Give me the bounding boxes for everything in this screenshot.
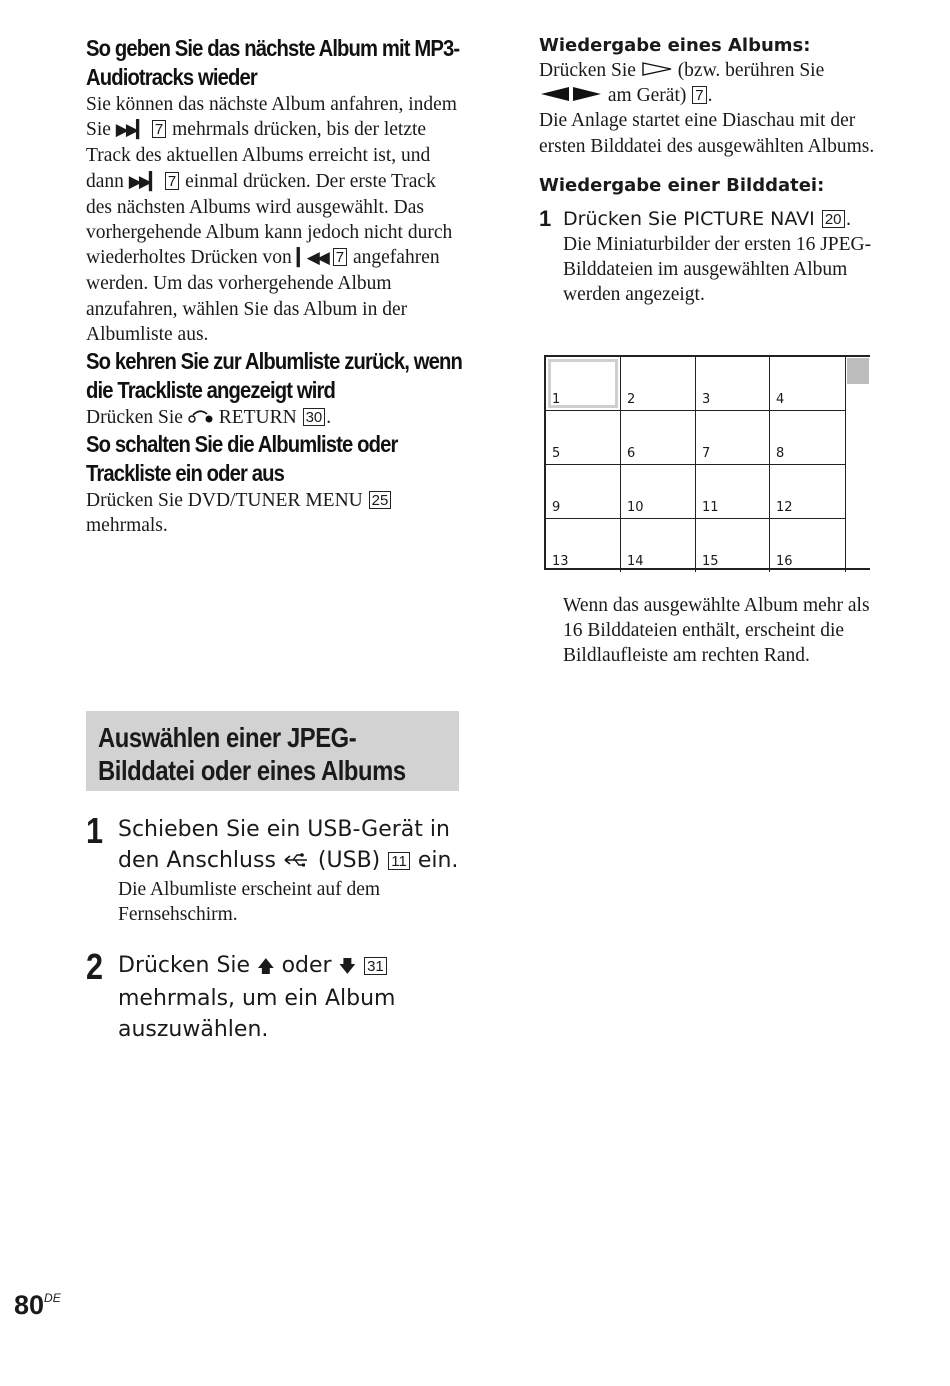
step-result: Die Albumliste erscheint auf dem Fernsehschirm.: [118, 879, 381, 926]
thumbnail-cell[interactable]: [621, 357, 696, 411]
note-text: Wenn das ausgewählte Album mehr als 16 Bilddateien enthält, erscheint die Bildlaufleiste am rechten Rand.: [563, 595, 870, 667]
scrollbar-thumb: [847, 358, 869, 384]
thumbnail-cell[interactable]: [546, 519, 621, 572]
thumbnail-number: 3: [702, 392, 711, 407]
thumbnail-number: 1: [552, 392, 561, 407]
usb-icon: [283, 852, 311, 868]
arrow-up-icon: 🡅: [257, 957, 275, 977]
arrow-down-icon: 🡇: [338, 957, 357, 977]
return-icon: [188, 408, 214, 424]
ref-number: 7: [333, 248, 347, 266]
next-track-icon: ▶▶▎: [115, 120, 147, 141]
thumbnail-grid: [544, 355, 870, 570]
thumbnail-cell[interactable]: [696, 519, 770, 572]
thumbnail-number: 4: [776, 392, 785, 407]
step-number: 1: [86, 810, 104, 851]
step-2: [86, 946, 466, 1045]
page-number: 80DE: [14, 1290, 61, 1320]
thumbnail-number: 5: [552, 446, 561, 461]
step-instruction: Schieben Sie ein USB-Gerät in den Anschluss (USB) 11 ein.: [118, 817, 459, 873]
section-banner: [86, 711, 459, 791]
section-heading-return: So kehren Sie zur Albumliste zurück, wenn die Trackliste angezeigt wird: [86, 348, 462, 404]
thumbnail-number: 8: [776, 446, 785, 461]
ref-number: 7: [165, 172, 179, 190]
banner-title: Auswählen einer JPEG-Bilddatei oder eines Albums: [98, 722, 406, 786]
ref-number: 31: [364, 957, 387, 975]
thumbnail-number: 6: [627, 446, 636, 461]
thumbnail-number: 2: [627, 392, 636, 407]
thumbnail-cell[interactable]: [770, 411, 846, 465]
thumbnail-number: 14: [627, 554, 644, 569]
thumbnail-cell[interactable]: [546, 357, 621, 411]
scrollbar: [846, 357, 870, 568]
step-number: 1: [539, 205, 552, 231]
heading-play-image: Wiedergabe einer Bilddatei:: [539, 174, 825, 196]
thumbnail-number: 12: [776, 500, 793, 515]
thumbnail-cell[interactable]: [621, 465, 696, 519]
thumbnail-cell[interactable]: [696, 411, 770, 465]
step-1: [86, 810, 466, 927]
image-step-1: [539, 206, 884, 308]
section-text-return: Drücken Sie RETURN 30 .: [86, 407, 332, 429]
thumbnail-number: 10: [627, 500, 644, 515]
thumbnail-cell[interactable]: [696, 357, 770, 411]
thumbnail-number: 11: [702, 500, 719, 515]
ref-number: 11: [388, 852, 410, 870]
left-column: [86, 34, 462, 539]
thumbnail-cell[interactable]: [696, 465, 770, 519]
step-instruction: Drücken Sie 🡅 oder 🡇 31 mehrmals, um ein Album auszuwählen.: [118, 953, 396, 1042]
thumbnail-number: 7: [702, 446, 711, 461]
thumbnail-number: 9: [552, 500, 561, 515]
thumbnail-number: 16: [776, 554, 793, 569]
heading-play-album: Wiedergabe eines Albums:: [539, 35, 811, 56]
ref-number: 25: [369, 491, 392, 509]
ref-number: 7: [692, 86, 706, 104]
touch-play-icon: [539, 86, 603, 102]
thumbnail-number: 13: [552, 554, 569, 569]
section-heading-next-album: So geben Sie das nächste Album mit MP3-Audiotracks wieder: [86, 35, 460, 90]
thumbnail-cell[interactable]: [546, 465, 621, 519]
ref-number: 20: [822, 210, 845, 228]
section-text-toggle-list: Drücken Sie DVD/TUNER MENU 25 mehrmals.: [86, 488, 462, 538]
right-column: [539, 34, 884, 307]
thumbnail-cell[interactable]: [621, 411, 696, 465]
ref-number: 30: [303, 408, 326, 426]
next-track-icon: ▶▶▎: [128, 171, 160, 192]
step-number: 2: [86, 946, 104, 987]
thumbnail-cell[interactable]: [770, 519, 846, 572]
play-icon: [641, 61, 673, 77]
thumbnail-cell[interactable]: [621, 519, 696, 572]
step-instruction: Drücken Sie PICTURE NAVI 20 .: [563, 207, 852, 230]
thumbnail-cell[interactable]: [546, 411, 621, 465]
text-play-album: Drücken Sie (bzw. berühren Sie am Gerät) 7 . Die Anlage startet eine Diaschau mit der ersten Bilddatei des ausgewählten Albums.: [539, 60, 875, 157]
thumbnail-cell[interactable]: [770, 357, 846, 411]
section-text-next-album: Sie können das nächste Album anfahren, indem Sie ▶▶▎ 7 mehrmals drücken, bis der letzte Track des aktuellen Albums erreicht ist, und dann ▶▶▎ 7 einmal drücken. Der erste Track des nächsten Albums wird ausgewählt. Das vorhergehende Album kann jedoch nicht durch wiederholtes Drücken von ▎◀◀ 7 angefahren werden. Um das vorhergehende Album anzufahren, wählen Sie das Album in der Albumliste aus.: [86, 94, 457, 345]
step-result: Die Miniaturbilder der ersten 16 JPEG-Bilddateien im ausgewählten Album werden angezeigt.: [563, 233, 872, 306]
thumbnail-cell[interactable]: [770, 465, 846, 519]
section-heading-toggle-list: So schalten Sie die Albumliste oder Trackliste ein oder aus: [86, 431, 398, 487]
previous-track-icon: ▎◀◀: [296, 248, 327, 269]
thumbnail-number: 15: [702, 554, 719, 569]
ref-number: 7: [152, 120, 166, 138]
